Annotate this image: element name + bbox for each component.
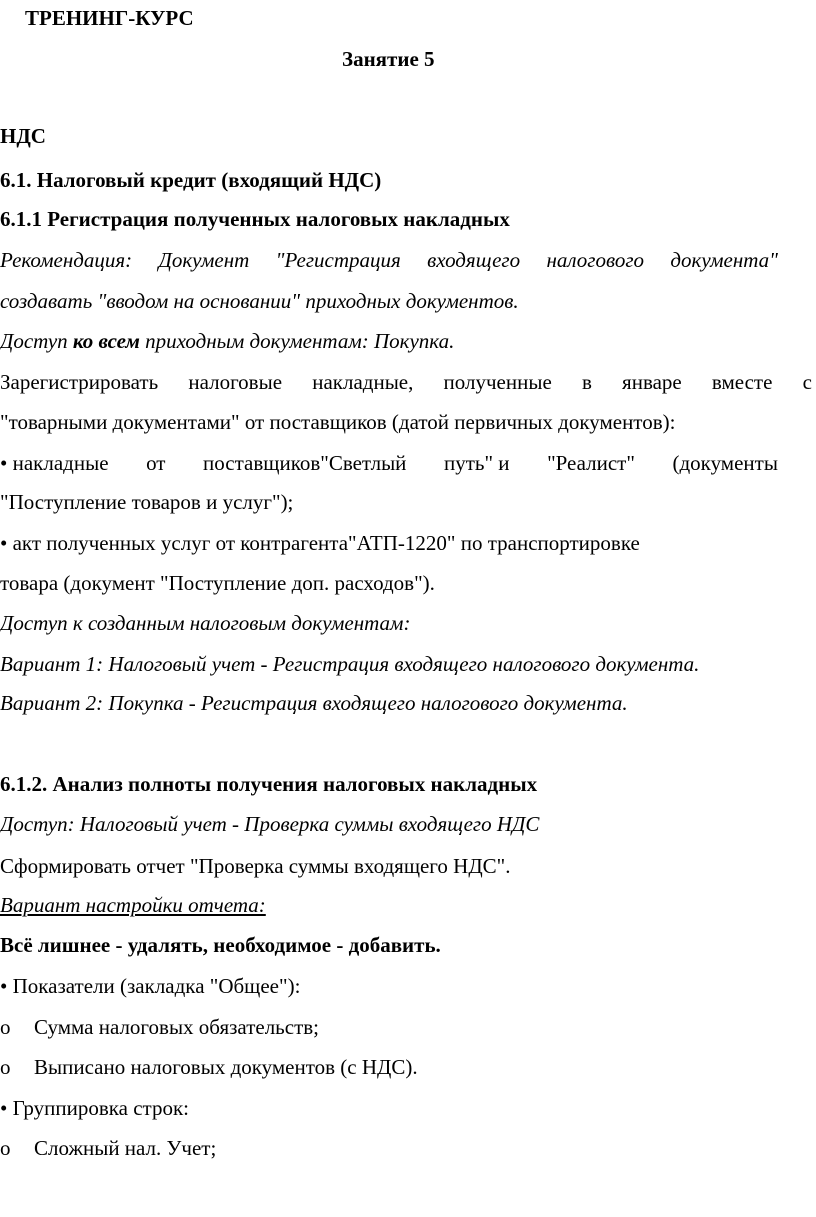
register-line-1 xyxy=(0,369,812,395)
word: вместе xyxy=(711,370,773,394)
topic-heading: НДС xyxy=(0,124,46,148)
grouping-label: Сложный нал. Учет; xyxy=(34,1136,217,1160)
indicator-label: Выписано налоговых документов (с НДС). xyxy=(34,1055,418,1079)
word: налогового xyxy=(546,248,645,272)
word: • накладные xyxy=(0,451,109,475)
access-purchase xyxy=(0,328,454,354)
grouping-item xyxy=(0,1135,216,1161)
indicator-item xyxy=(0,1014,319,1040)
word: с xyxy=(802,370,812,394)
indicator-label: Сумма налоговых обязательств; xyxy=(34,1015,319,1039)
word: документа" xyxy=(670,248,778,272)
recommendation-line-2: создавать "вводом на основании" приходных документов. xyxy=(0,289,519,313)
access-emphasis: ко всем xyxy=(72,329,140,353)
access-check-report: Доступ: Налоговый учет - Проверка суммы входящего НДС xyxy=(0,812,540,836)
variant-1: Вариант 1: Налоговый учет - Регистрация входящего налогового документа. xyxy=(0,652,700,676)
word: поставщиков"Светлый xyxy=(203,451,407,475)
heading-6-1-2: 6.1.2. Анализ полноты получения налоговых накладных xyxy=(0,772,538,796)
access-created-docs: Доступ к созданным налоговым документам: xyxy=(0,611,411,635)
course-title: ТРЕНИНГ-КУРС xyxy=(25,6,194,30)
list-marker: o xyxy=(0,1015,11,1039)
word: "Регистрация xyxy=(275,248,401,272)
list-marker: o xyxy=(0,1055,11,1079)
word: накладные, xyxy=(312,370,414,394)
word: в xyxy=(581,370,592,394)
word: входящего xyxy=(427,248,521,272)
report-variant-label: Вариант настройки отчета: xyxy=(0,893,266,917)
list-marker: o xyxy=(0,1136,11,1160)
indicator-item xyxy=(0,1054,418,1080)
word: Документ xyxy=(158,248,250,272)
variant-2: Вариант 2: Покупка - Регистрация входящего налогового документа. xyxy=(0,691,628,715)
lesson-title: Занятие 5 xyxy=(342,47,435,71)
bullet-act-line-1: • акт полученных услуг от контрагента"АТП-1220" по транспортировке xyxy=(0,531,640,555)
word: от xyxy=(146,451,166,475)
word: "Реалист" xyxy=(547,451,635,475)
form-report-instruction: Сформировать отчет "Проверка суммы входящего НДС". xyxy=(0,854,511,878)
grouping-bullet: • Группировка строк: xyxy=(0,1096,190,1120)
bullet-invoices-line-1 xyxy=(0,450,778,476)
heading-6-1: 6.1. Налоговый кредит (входящий НДС) xyxy=(0,168,382,192)
heading-6-1-1: 6.1.1 Регистрация полученных налоговых накладных xyxy=(0,207,510,231)
word: полученные xyxy=(443,370,552,394)
bullet-act-line-2: товара (документ "Поступление доп. расходов"). xyxy=(0,571,435,595)
bullet-invoices-line-2: "Поступление товаров и услуг"); xyxy=(0,490,294,514)
word: налоговые xyxy=(188,370,283,394)
access-prefix: Доступ xyxy=(0,329,73,353)
recommendation-line-1 xyxy=(0,247,778,273)
word: Рекомендация: xyxy=(0,248,133,272)
word: путь" и xyxy=(443,451,510,475)
word: (документы xyxy=(672,451,778,475)
rule-text: Всё лишнее - удалять, необходимое - добавить. xyxy=(0,933,441,957)
register-line-2: "товарными документами" от поставщиков (датой первичных документов): xyxy=(0,410,676,434)
word: январе xyxy=(622,370,682,394)
word: Зарегистрировать xyxy=(0,370,159,394)
indicators-bullet: • Показатели (закладка "Общее"): xyxy=(0,974,301,998)
access-suffix: приходным документам: Покупка. xyxy=(139,329,455,353)
